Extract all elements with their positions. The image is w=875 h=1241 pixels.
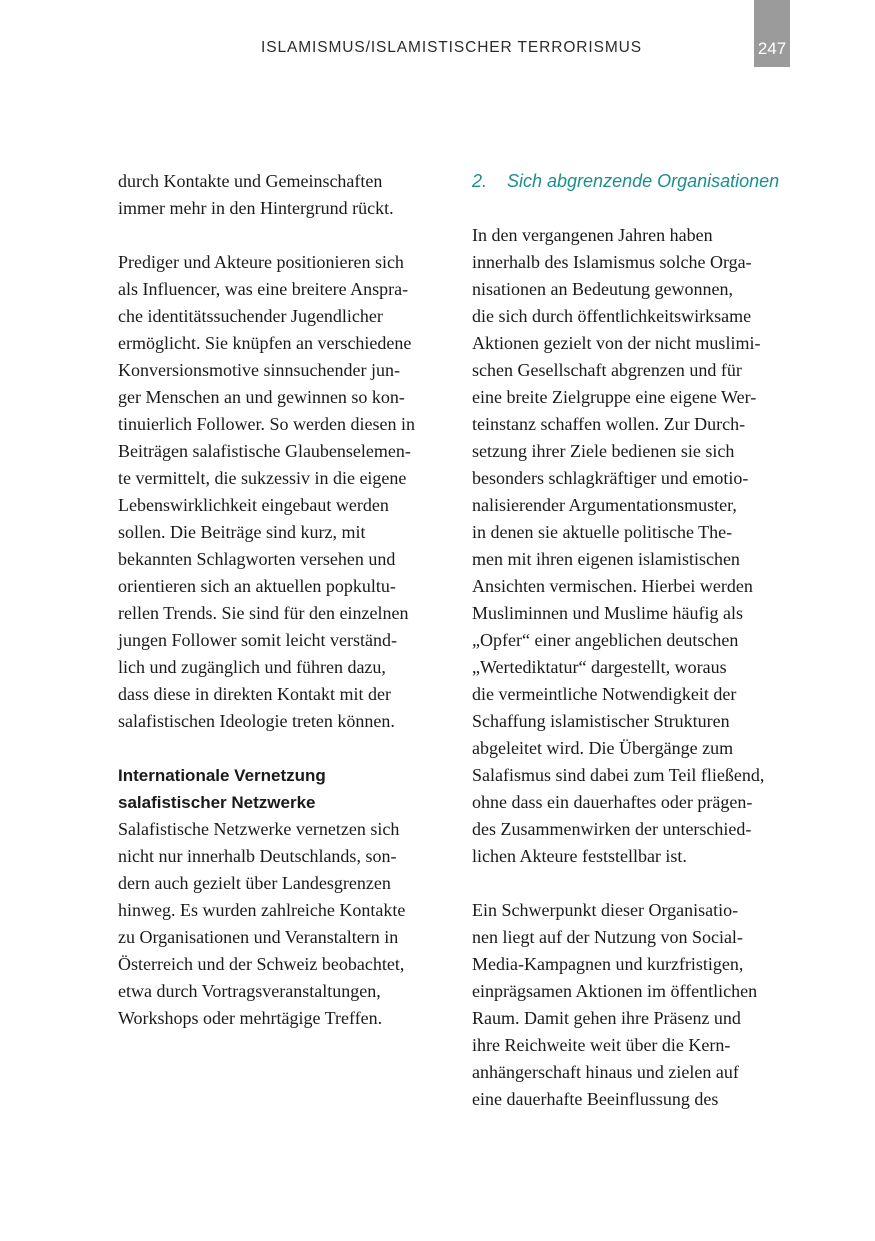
text-line: nicht nur innerhalb Deutschlands, son- [118, 846, 397, 866]
text-line: innerhalb des Islamismus solche Orga- [472, 252, 752, 272]
text-line: jungen Follower somit leicht verständ- [118, 630, 397, 650]
text-line: setzung ihrer Ziele bedienen sie sich [472, 441, 735, 461]
right-paragraph-2 [472, 897, 802, 1113]
text-line: nen liegt auf der Nutzung von Social- [472, 927, 743, 947]
running-header-title: ISLAMISMUS/ISLAMISTISCHER TERRORISMUS [261, 39, 642, 56]
subheading-line: salafistischer Netzwerke [118, 793, 316, 812]
text-line: ermöglicht. Sie knüpfen an verschiedene [118, 333, 412, 353]
text-line: einprägsamen Aktionen im öffentlichen [472, 981, 758, 1001]
text-line: dass diese in direkten Kontakt mit der [118, 684, 391, 704]
text-line: in denen sie aktuelle politische The- [472, 522, 733, 542]
text-line: Österreich und der Schweiz beobachtet, [118, 954, 405, 974]
left-paragraph-2 [118, 249, 448, 735]
section-heading [472, 168, 802, 195]
left-subheading [118, 762, 448, 816]
left-paragraph-3 [118, 816, 448, 1032]
text-line: lich und zugänglich und führen dazu, [118, 657, 386, 677]
text-line: sollen. Die Beiträge sind kurz, mit [118, 522, 366, 542]
text-line: Ansichten vermischen. Hierbei werden [472, 576, 753, 596]
text-line: hinweg. Es wurden zahlreiche Kontakte [118, 900, 406, 920]
text-line: besonders schlagkräftiger und emotio- [472, 468, 749, 488]
text-line: Aktionen gezielt von der nicht muslimi- [472, 333, 761, 353]
text-line: des Zusammenwirken der unterschied- [472, 819, 752, 839]
text-line: immer mehr in den Hintergrund rückt. [118, 198, 394, 218]
text-line: Prediger und Akteure positionieren sich [118, 252, 404, 272]
text-line: abgeleitet wird. Die Übergänge zum [472, 738, 734, 758]
text-line: Lebenswirklichkeit eingebaut werden [118, 495, 389, 515]
text-line: bekannten Schlagworten versehen und [118, 549, 396, 569]
text-line: Schaffung islamistischer Strukturen [472, 711, 730, 731]
text-line: orientieren sich an aktuellen popkultu- [118, 576, 396, 596]
section-number: 2. [472, 171, 488, 191]
text-line: te vermittelt, die sukzessiv in die eigene [118, 468, 407, 488]
text-line: „Wertediktatur“ dargestellt, woraus [472, 657, 727, 677]
text-line: als Influencer, was eine breitere Anspra- [118, 279, 409, 299]
text-line: men mit ihren eigenen islamistischen [472, 549, 740, 569]
text-line: eine breite Zielgruppe eine eigene Wer- [472, 387, 757, 407]
text-line: rellen Trends. Sie sind für den einzelnen [118, 603, 409, 623]
page-number-tab [754, 0, 790, 67]
section-title: Sich abgrenzende Organisationen [507, 171, 780, 191]
text-line: salafistischen Ideologie treten können. [118, 711, 395, 731]
right-paragraph-1 [472, 222, 802, 870]
text-line: lichen Akteure feststellbar ist. [472, 846, 687, 866]
text-line: ihre Reichweite weit über die Kern- [472, 1035, 731, 1055]
text-line: Beiträgen salafistische Glaubenselemen- [118, 441, 411, 461]
text-line: tinuierlich Follower. So werden diesen in [118, 414, 415, 434]
text-line: teinstanz schaffen wollen. Zur Durch- [472, 414, 746, 434]
right-column [472, 168, 802, 1113]
text-line: anhängerschaft hinaus und zielen auf [472, 1062, 739, 1082]
text-line: schen Gesellschaft abgrenzen und für [472, 360, 742, 380]
text-line: che identitätssuchender Jugendlicher [118, 306, 383, 326]
text-line: „Opfer“ einer angeblichen deutschen [472, 630, 739, 650]
text-line: In den vergangenen Jahren haben [472, 225, 713, 245]
text-line: Media-Kampagnen und kurzfristigen, [472, 954, 744, 974]
text-line: Ein Schwerpunkt dieser Organisatio- [472, 900, 739, 920]
text-line: etwa durch Vortragsveranstaltungen, [118, 981, 381, 1001]
text-line: ger Menschen an und gewinnen so kon- [118, 387, 405, 407]
left-paragraph-1 [118, 168, 448, 222]
text-line: Workshops oder mehrtägige Treffen. [118, 1008, 383, 1028]
text-line: Konversionsmotive sinnsuchender jun- [118, 360, 400, 380]
text-line: nisationen an Bedeutung gewonnen, [472, 279, 733, 299]
text-line: die vermeintliche Notwendigkeit der [472, 684, 737, 704]
text-line: Salafistische Netzwerke vernetzen sich [118, 819, 400, 839]
page-number: 247 [757, 39, 787, 58]
text-line: nalisierender Argumentationsmuster, [472, 495, 737, 515]
left-column [118, 168, 448, 1032]
text-line: Raum. Damit gehen ihre Präsenz und [472, 1008, 741, 1028]
text-line: ohne dass ein dauerhaftes oder prägen- [472, 792, 753, 812]
text-line: dern auch gezielt über Landesgrenzen [118, 873, 391, 893]
text-line: Salafismus sind dabei zum Teil fließend, [472, 765, 765, 785]
text-line: zu Organisationen und Veranstaltern in [118, 927, 399, 947]
text-line: eine dauerhafte Beeinflussung des [472, 1089, 719, 1109]
subheading-line: Internationale Vernetzung [118, 766, 326, 785]
text-line: die sich durch öffentlichkeitswirksame [472, 306, 752, 326]
text-line: Musliminnen und Muslime häufig als [472, 603, 743, 623]
text-line: durch Kontakte und Gemeinschaften [118, 171, 383, 191]
